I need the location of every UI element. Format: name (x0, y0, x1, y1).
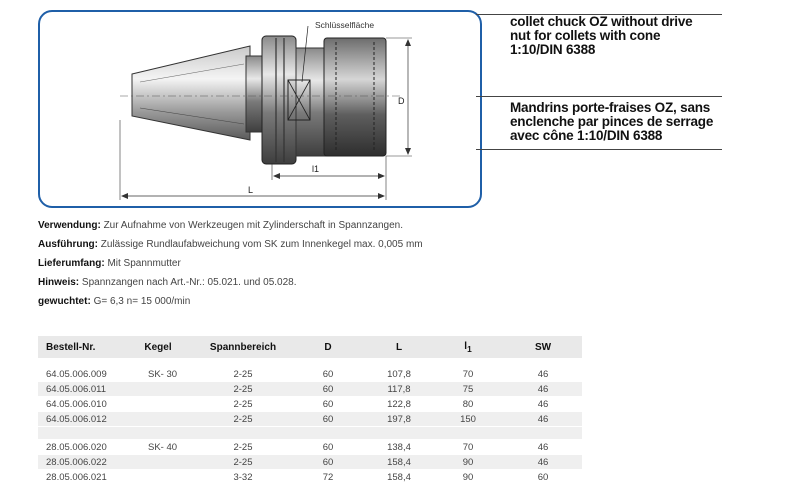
cell-l1: 90 (432, 455, 504, 470)
cell-d: 60 (290, 397, 366, 412)
info-text: Zulässige Rundlaufabweichung vom SK zum Innenkegel max. 0,005 mm (100, 239, 423, 250)
separator-cell (504, 358, 582, 367)
info-text: Spannzangen nach Art.-Nr.: 05.021. und 05.028. (81, 277, 297, 288)
cell-d: 60 (290, 382, 366, 397)
separator-cell (38, 427, 120, 440)
info-text: Mit Spannmutter (107, 258, 181, 269)
cell-L: 158,4 (366, 470, 432, 485)
info-delivery (38, 258, 181, 270)
cell-taper (120, 382, 196, 397)
collet-chuck-drawing (40, 12, 480, 206)
cell-taper (120, 412, 196, 427)
title-fr-line-1: Mandrins porte-fraises OZ, sans (510, 100, 711, 115)
cell-L: 138,4 (366, 440, 432, 455)
cell-order-no: 64.05.006.010 (38, 397, 120, 412)
table-row (38, 412, 582, 427)
table-separator-row (38, 427, 582, 440)
title-fr-line-2: enclenche par pinces de serrage (510, 114, 714, 129)
col-header-sw: SW (504, 336, 582, 358)
cell-l1: 75 (432, 382, 504, 397)
info-design (38, 239, 423, 251)
dim-label-L: L (248, 185, 254, 195)
cell-clamping-range: 2-25 (196, 412, 290, 427)
label-key-flat: Schlüsselfläche (315, 20, 375, 30)
cell-d: 60 (290, 412, 366, 427)
shank-body (296, 48, 328, 156)
separator-cell (196, 427, 290, 440)
title-block-fr (486, 96, 722, 150)
col-header-l1 (432, 336, 504, 358)
cell-order-no: 64.05.006.011 (38, 382, 120, 397)
info-label: Lieferumfang: (38, 258, 105, 269)
info-text: G= 6,3 n= 15 000/min (93, 296, 191, 307)
info-label: Hinweis: (38, 277, 80, 288)
divider (476, 149, 722, 150)
cell-clamping-range: 3-32 (196, 470, 290, 485)
cell-clamping-range: 2-25 (196, 397, 290, 412)
separator-cell (196, 358, 290, 367)
cell-l1: 70 (432, 440, 504, 455)
separator-cell (366, 358, 432, 367)
cell-clamping-range: 2-25 (196, 455, 290, 470)
cell-sw: 46 (504, 367, 582, 382)
separator-cell (432, 358, 504, 367)
title-fr (486, 97, 722, 143)
cell-taper (120, 470, 196, 485)
cell-d: 60 (290, 455, 366, 470)
technical-drawing-frame (38, 10, 482, 208)
title-en-line-1: collet chuck OZ without drive (510, 14, 693, 29)
cell-L: 122,8 (366, 397, 432, 412)
cell-L: 117,8 (366, 382, 432, 397)
cell-d: 60 (290, 367, 366, 382)
cell-order-no: 28.05.006.021 (38, 470, 120, 485)
table-row (38, 367, 582, 382)
col-header-d: D (290, 336, 366, 358)
cell-clamping-range: 2-25 (196, 382, 290, 397)
col-header-L: L (366, 336, 432, 358)
cell-order-no: 28.05.006.020 (38, 440, 120, 455)
cell-d: 60 (290, 440, 366, 455)
separator-cell (120, 358, 196, 367)
info-label: Ausführung: (38, 239, 98, 250)
title-en-line-3: 1:10/DIN 6388 (510, 42, 596, 57)
cell-taper (120, 455, 196, 470)
separator-cell (290, 427, 366, 440)
spec-table (38, 336, 582, 485)
table-row (38, 455, 582, 470)
cell-sw: 46 (504, 455, 582, 470)
cell-order-no: 64.05.006.012 (38, 412, 120, 427)
title-en (486, 15, 722, 57)
dim-label-l1: l1 (312, 164, 320, 174)
cell-L: 107,8 (366, 367, 432, 382)
neck (246, 56, 264, 132)
info-note (38, 277, 297, 289)
col-header-clamping-range: Spannbereich (196, 336, 290, 358)
cell-order-no: 28.05.006.022 (38, 455, 120, 470)
info-usage (38, 220, 403, 232)
table-row (38, 440, 582, 455)
title-fr-line-3: avec cône 1:10/DIN 6388 (510, 128, 663, 143)
col-header-l1-sub: 1 (467, 343, 472, 354)
cell-l1: 70 (432, 367, 504, 382)
table-row (38, 397, 582, 412)
cell-sw: 46 (504, 382, 582, 397)
cell-taper: SK- 40 (120, 440, 196, 455)
col-header-l1-main: l (464, 340, 468, 352)
col-header-taper: Kegel (120, 336, 196, 358)
taper-cone (132, 46, 250, 140)
cell-taper (120, 397, 196, 412)
info-label: Verwendung: (38, 220, 101, 231)
cell-sw: 46 (504, 412, 582, 427)
dim-label-d: D (398, 96, 405, 106)
cell-d: 72 (290, 470, 366, 485)
info-balanced (38, 296, 190, 308)
cell-sw: 46 (504, 397, 582, 412)
cell-clamping-range: 2-25 (196, 367, 290, 382)
table-row (38, 470, 582, 485)
table-header-row (38, 336, 582, 358)
separator-cell (290, 358, 366, 367)
title-en-line-2: nut for collets with cone (510, 28, 661, 43)
clamping-nut (324, 38, 386, 156)
flange (262, 36, 296, 164)
cell-l1: 90 (432, 470, 504, 485)
info-text: Zur Aufnahme von Werkzeugen mit Zylinderschaft in Spannzangen. (103, 220, 404, 231)
separator-cell (120, 427, 196, 440)
cell-sw: 46 (504, 440, 582, 455)
cell-L: 197,8 (366, 412, 432, 427)
cell-clamping-range: 2-25 (196, 440, 290, 455)
separator-cell (38, 358, 120, 367)
title-block-en (486, 14, 722, 57)
separator-cell (366, 427, 432, 440)
separator-cell (432, 427, 504, 440)
cell-sw: 60 (504, 470, 582, 485)
cell-order-no: 64.05.006.009 (38, 367, 120, 382)
cell-l1: 150 (432, 412, 504, 427)
separator-cell (504, 427, 582, 440)
table-row (38, 382, 582, 397)
col-header-order-no: Bestell-Nr. (38, 336, 120, 358)
info-label: gewuchtet: (38, 296, 91, 307)
cell-l1: 80 (432, 397, 504, 412)
cell-L: 158,4 (366, 455, 432, 470)
table-separator-row (38, 358, 582, 367)
cell-taper: SK- 30 (120, 367, 196, 382)
